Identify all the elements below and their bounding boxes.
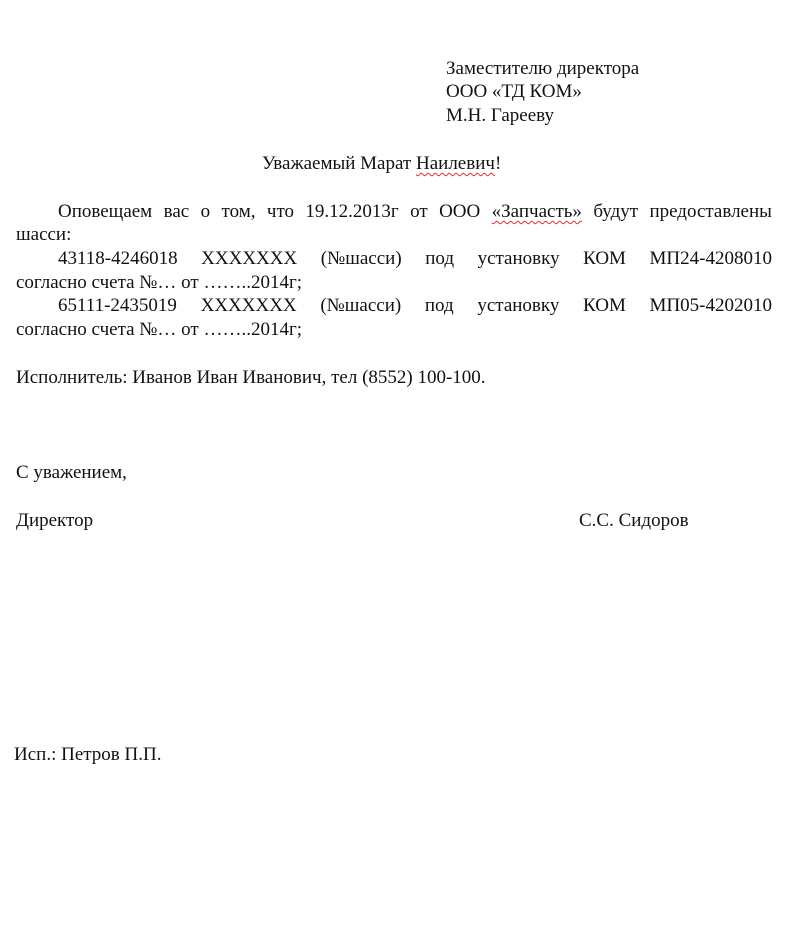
chassis-item-1-invoice: согласно счета №… от ……..2014г; <box>16 272 303 293</box>
signature-position: Директор <box>16 510 94 531</box>
word-company-name: «Запчасть» <box>491 201 582 222</box>
word: предоставлены <box>649 201 772 222</box>
word: Оповещаем <box>58 201 153 222</box>
word: МП24-4208010 <box>649 248 772 269</box>
word: XXXXXXX <box>200 295 297 316</box>
addressee-name: М.Н. Гарееву <box>446 105 554 126</box>
paragraph-line: шасси: <box>16 224 72 245</box>
salutation <box>262 152 501 175</box>
word: КОМ <box>583 295 626 316</box>
salutation-exclamation: ! <box>494 153 502 174</box>
chassis-item-2 <box>58 294 772 317</box>
salutation-prefix: Уважаемый Марат <box>262 153 416 174</box>
signature-name: С.С. Сидоров <box>579 510 689 531</box>
word: ООО <box>439 201 481 222</box>
word: под <box>424 295 454 316</box>
word: КОМ <box>583 248 626 269</box>
word: том, <box>221 201 256 222</box>
word: XXXXXXX <box>201 248 298 269</box>
word: установку <box>477 248 560 269</box>
chassis-item-2-invoice: согласно счета №… от ……..2014г; <box>16 319 303 340</box>
chassis-item-1 <box>58 247 772 270</box>
executor-line: Исполнитель: Иванов Иван Иванович, тел (8552) 100-100. <box>16 367 486 388</box>
addressee-title: Заместителю директора <box>446 58 640 79</box>
word: (№шасси) <box>320 295 402 316</box>
paragraph-line <box>58 200 772 223</box>
footer-executor: Исп.: Петров П.П. <box>14 744 162 765</box>
word: (№шасси) <box>320 248 402 269</box>
word: установку <box>477 295 560 316</box>
addressee-company: ООО «ТД КОМ» <box>446 81 582 102</box>
word: будут <box>593 201 639 222</box>
word: 43118-4246018 <box>58 248 178 269</box>
word: 65111-2435019 <box>58 295 177 316</box>
closing-phrase: С уважением, <box>16 462 127 483</box>
salutation-patronymic: Наилевич <box>416 153 495 174</box>
word: что <box>266 201 294 222</box>
word: 19.12.2013г <box>305 201 399 222</box>
word: от <box>410 201 428 222</box>
word: вас <box>163 201 190 222</box>
word: под <box>425 248 455 269</box>
word: МП05-4202010 <box>649 295 772 316</box>
word: о <box>200 201 211 222</box>
